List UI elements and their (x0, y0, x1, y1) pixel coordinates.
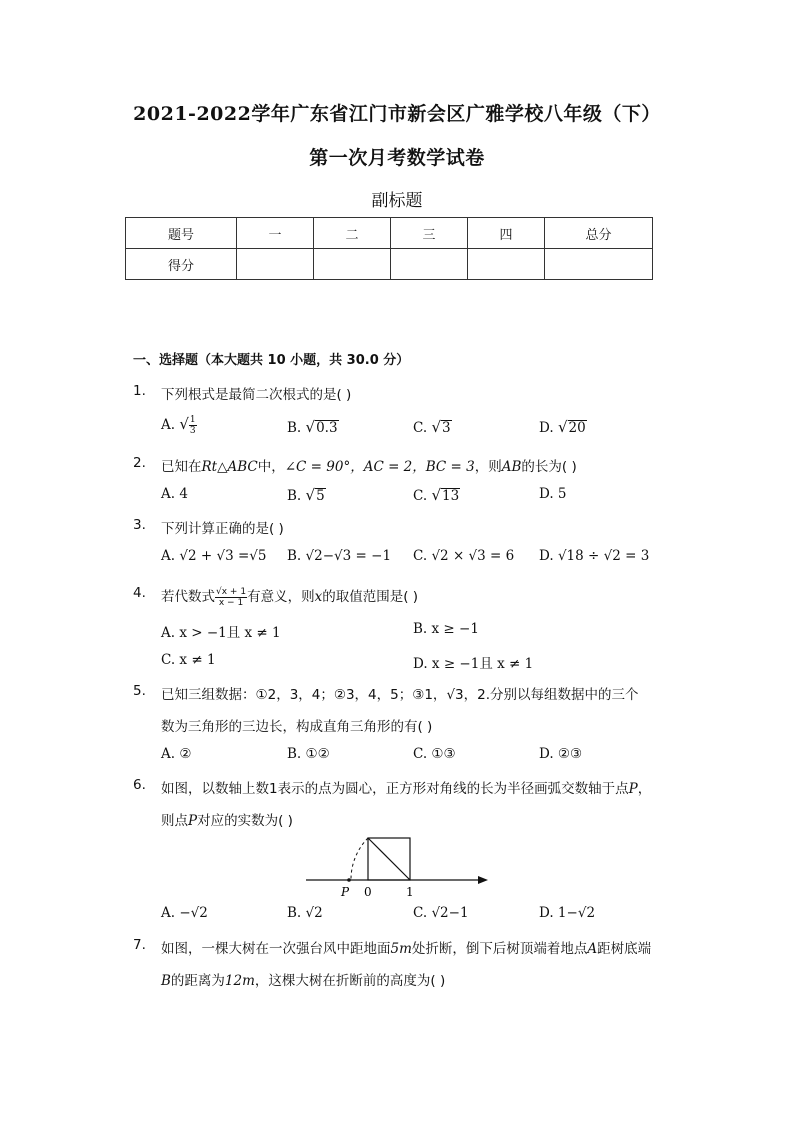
section-heading: 一、选择题（本大题共 10 小题，共 30.0 分） (133, 353, 410, 368)
option-b: B. √2−√3 = −1 (287, 548, 392, 564)
option-label: C. (413, 905, 428, 921)
text-part: 如图，以数轴上数 (161, 781, 269, 797)
math-expression: AB (501, 459, 522, 475)
score-cell (545, 249, 653, 280)
question-text (161, 455, 577, 475)
score-table-header-row (126, 218, 653, 249)
score-cell (314, 249, 391, 280)
radicand: 3 (225, 548, 234, 564)
score-cell (468, 249, 545, 280)
option-label: B. (287, 488, 302, 504)
option-label: D. (539, 420, 554, 436)
option-b: B. x ≥ −1 (413, 621, 479, 637)
result: = 3 (625, 548, 650, 564)
point-p-dot (347, 878, 351, 882)
square-diagonal (368, 838, 410, 880)
option-d: D. ②③ (539, 746, 583, 762)
radical: √ $\frac{1}{3}$ (179, 415, 196, 436)
numerator-radicand: x + 1 (221, 586, 247, 597)
score-header-cell: 一 (237, 218, 314, 249)
text-part: 的取值范围是( ) (322, 589, 419, 605)
option-label: C. (413, 548, 428, 564)
radicand: 2 (314, 548, 323, 564)
numerator: √x + 1 (216, 586, 247, 597)
option-b: B. √2 (287, 905, 323, 921)
radical: √5 (305, 486, 325, 504)
question-text (161, 585, 418, 608)
option-label: B. (287, 420, 302, 436)
score-row-label: 得分 (126, 249, 237, 280)
numerator: 1 (189, 415, 196, 425)
text-part: 的长为( ) (521, 459, 577, 475)
result: = 6 (490, 548, 515, 564)
number-line-figure (300, 830, 500, 900)
score-cell (237, 249, 314, 280)
question-text: 下列根式是最简二次根式的是( ) (161, 387, 352, 403)
option-a: A. 4 (161, 486, 188, 502)
radicand: 20 (568, 420, 586, 436)
result: = −1 (355, 548, 392, 564)
radicand: 3 (477, 548, 486, 564)
operator: −1 (448, 905, 469, 921)
option-a (161, 415, 197, 436)
operator: + (200, 548, 213, 564)
score-header-cell: 四 (468, 218, 545, 249)
math-variable: A (587, 941, 598, 957)
option-b (287, 418, 339, 436)
option-c: C. √2−1 (413, 905, 469, 921)
option-c (413, 418, 452, 436)
score-cell (391, 249, 468, 280)
text-part: 则点 (161, 813, 188, 829)
score-table-score-row (126, 249, 653, 280)
radical: √20 (557, 418, 586, 436)
score-header-cell: 三 (391, 218, 468, 249)
radicand: 3 (455, 687, 464, 703)
denominator: x − 1 (218, 597, 244, 608)
option-label: A. (161, 417, 176, 433)
text-part: 1 (269, 781, 278, 797)
score-header-cell: 二 (314, 218, 391, 249)
math-expression: ∠C = 90°，AC = 2，BC = 3 (284, 459, 475, 475)
radicand: 2 (612, 548, 621, 564)
radicand: 2 (314, 905, 323, 921)
text-part: 中， (257, 459, 285, 475)
text-part: ，这棵大树在折断前的高度为( ) (254, 973, 446, 989)
option-label: D. 1− (539, 905, 578, 921)
option-c: C. ①③ (413, 746, 456, 762)
text-part: 有意义，则 (247, 589, 315, 605)
operator: = (237, 548, 250, 564)
option-label: A. − (161, 905, 191, 921)
question-text-line2 (161, 809, 293, 829)
option-d: D. x ≥ −1且 x ≠ 1 (413, 656, 534, 672)
text-part: 对应的实数为( ) (197, 813, 293, 829)
question-text-line1 (161, 777, 651, 797)
text-part: 表示的点为圆心，正方形对角线的长为半径画弧交数轴于点 (277, 781, 629, 797)
math-variable: P (188, 813, 198, 829)
option-label: C. (413, 488, 428, 504)
option-d: D. 5 (539, 486, 567, 502)
axis-arrow-icon (478, 876, 488, 884)
arc (351, 838, 368, 880)
score-table (125, 217, 653, 280)
question-number: 1. (133, 383, 146, 399)
question-text-line2: 数为三角形的三边长，构成直角三角形的有( ) (161, 719, 433, 735)
radicand: 13 (442, 488, 460, 504)
option-b: B. ①② (287, 746, 330, 762)
option-c (413, 486, 460, 504)
option-label: C. (413, 420, 428, 436)
operator: − (322, 548, 335, 564)
text-part: 若代数式 (161, 589, 215, 605)
label-0: 0 (364, 885, 372, 899)
question-number: 3. (133, 517, 146, 533)
question-number: 4. (133, 585, 146, 601)
exam-title-line1: 2021-2022学年广东省江门市新会区广雅学校八年级（下） (133, 103, 661, 125)
fraction (215, 587, 247, 608)
option-a: A. x > −1且 x ≠ 1 (161, 625, 281, 641)
label-p: P (341, 885, 350, 899)
option-label: B. (287, 548, 302, 564)
radicand: 2 (440, 548, 449, 564)
option-d (539, 418, 587, 436)
radicand: 5 (257, 548, 267, 564)
option-b (287, 486, 326, 504)
text-part: 已知三组数据：①2，3，4；②3，4，5；③1， (161, 687, 447, 703)
denominator: 3 (189, 426, 196, 436)
question-text-line2 (161, 969, 445, 989)
text-part: 已知在 (161, 459, 202, 475)
radicand: 2 (187, 548, 197, 564)
text-part: ，则 (474, 459, 502, 475)
math-expression: 5m (390, 941, 412, 957)
text-part: 处折断，倒下后树顶端着地点 (411, 941, 588, 957)
radicand: 2 (586, 905, 596, 921)
radicand: 0.3 (316, 420, 338, 436)
math-expression: 12m (224, 973, 255, 989)
option-c: C. x ≠ 1 (161, 652, 216, 668)
text-part: ，2.分别以每组数据中的三个 (463, 687, 639, 703)
question-text-line1 (161, 937, 651, 957)
option-a: A. ② (161, 746, 192, 762)
operator: ÷ (588, 548, 600, 564)
option-c: C. √2 × √3 = 6 (413, 548, 515, 564)
question-number: 2. (133, 455, 146, 471)
radicand: 2 (440, 905, 449, 921)
question-number: 7. (133, 937, 146, 953)
radicand: 18 (566, 548, 584, 564)
math-variable: x (314, 589, 323, 605)
text-part: 如图，一棵大树在一次强台风中距地面 (161, 941, 391, 957)
question-text-line1: 已知三组数据：①2，3，4；②3，4，5；③1，√3，2.分别以每组数据中的三个 (161, 687, 639, 703)
option-a: A. √2 + √3 =√5 (161, 548, 267, 564)
radicand: 2 (199, 905, 208, 921)
math-variable: B (161, 973, 171, 989)
text-part: 距树底端 (597, 941, 652, 957)
question-number: 6. (133, 777, 146, 793)
radical: √3 (431, 418, 451, 436)
score-header-cell: 总分 (545, 218, 653, 249)
option-a: A. −√2 (161, 905, 208, 921)
exam-title-line2: 第一次月考数学试卷 (309, 147, 485, 169)
radicand: 5 (316, 488, 325, 504)
radical: √0.3 (305, 418, 338, 436)
option-label: D. (539, 548, 554, 564)
option-d: D. √18 ÷ √2 = 3 (539, 548, 650, 564)
option-label: B. (287, 905, 302, 921)
math-expression: Rt△ABC (201, 459, 258, 475)
radicand: 3 (342, 548, 352, 564)
score-header-cell: 题号 (126, 218, 237, 249)
text-part: ， (637, 781, 652, 797)
label-1: 1 (406, 885, 414, 899)
radicand: 3 (442, 420, 451, 436)
question-number: 5. (133, 683, 146, 699)
subtitle: 副标题 (371, 191, 423, 211)
radical: √13 (431, 486, 460, 504)
option-label: A. (161, 548, 176, 564)
question-text: 下列计算正确的是( ) (161, 521, 284, 537)
math-variable: P (628, 781, 638, 797)
text-part: 的距离为 (170, 973, 225, 989)
option-d: D. 1−√2 (539, 905, 596, 921)
operator: × (452, 548, 465, 564)
